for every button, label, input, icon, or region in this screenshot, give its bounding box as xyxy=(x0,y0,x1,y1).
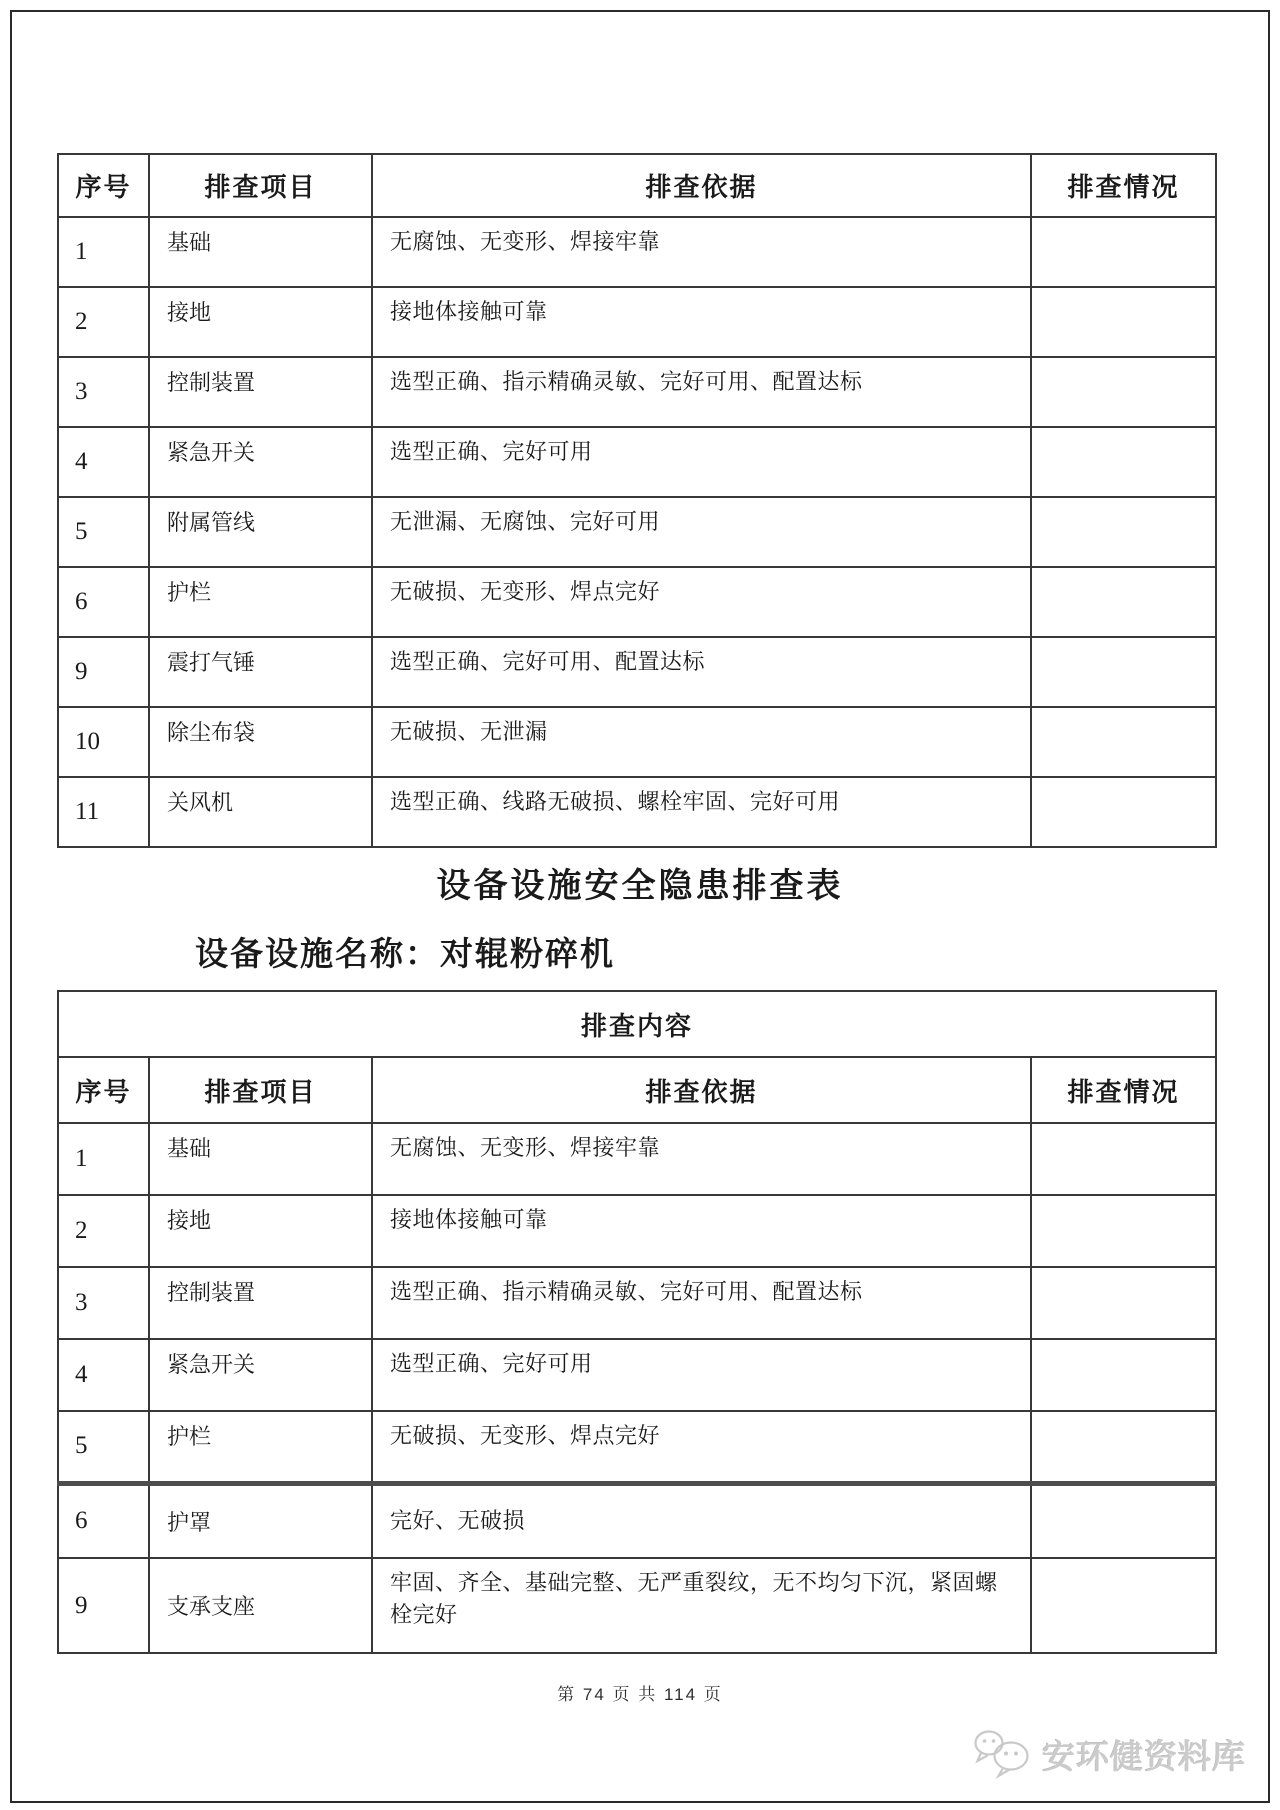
cell-basis: 无破损、无变形、焊点完好 xyxy=(372,567,1031,637)
table-row xyxy=(58,1411,1216,1483)
col-header-status: 排查情况 xyxy=(1031,1057,1216,1123)
cell-serial: 2 xyxy=(58,287,149,357)
cell-item: 接地 xyxy=(149,1195,372,1267)
cell-basis: 无破损、无泄漏 xyxy=(372,707,1031,777)
cell-item: 基础 xyxy=(149,217,372,287)
col-header-serial: 序号 xyxy=(58,1057,149,1123)
cell-basis: 选型正确、完好可用 xyxy=(372,1339,1031,1411)
table-row xyxy=(58,1483,1216,1558)
cell-item: 支承支座 xyxy=(149,1558,372,1653)
cell-status xyxy=(1031,1558,1216,1653)
cell-serial: 3 xyxy=(58,1267,149,1339)
cell-item: 护罩 xyxy=(149,1483,372,1558)
table-row xyxy=(58,1267,1216,1339)
table-row xyxy=(58,567,1216,637)
cell-item: 护栏 xyxy=(149,1411,372,1483)
cell-serial: 3 xyxy=(58,357,149,427)
cell-basis: 无腐蚀、无变形、焊接牢靠 xyxy=(372,1123,1031,1195)
col-header-item: 排查项目 xyxy=(149,1057,372,1123)
table-row xyxy=(58,1195,1216,1267)
cell-basis: 完好、无破损 xyxy=(372,1483,1031,1558)
cell-status xyxy=(1031,1195,1216,1267)
table-row xyxy=(58,357,1216,427)
cell-serial: 9 xyxy=(58,1558,149,1653)
table2-content-header-row xyxy=(58,991,1216,1057)
cell-item: 关风机 xyxy=(149,777,372,847)
cell-serial: 1 xyxy=(58,1123,149,1195)
cell-serial: 4 xyxy=(58,1339,149,1411)
cell-status xyxy=(1031,497,1216,567)
table-row xyxy=(58,427,1216,497)
cell-status xyxy=(1031,1267,1216,1339)
cell-item: 附属管线 xyxy=(149,497,372,567)
cell-item: 紧急开关 xyxy=(149,1339,372,1411)
cell-status xyxy=(1031,567,1216,637)
cell-basis: 无腐蚀、无变形、焊接牢靠 xyxy=(372,217,1031,287)
cell-status xyxy=(1031,1339,1216,1411)
cell-basis: 无泄漏、无腐蚀、完好可用 xyxy=(372,497,1031,567)
table-row xyxy=(58,1558,1216,1653)
cell-item: 震打气锤 xyxy=(149,637,372,707)
col-header-serial: 序号 xyxy=(58,154,149,217)
cell-serial: 9 xyxy=(58,637,149,707)
cell-serial: 6 xyxy=(58,567,149,637)
cell-basis: 选型正确、完好可用 xyxy=(372,427,1031,497)
cell-serial: 2 xyxy=(58,1195,149,1267)
cell-item: 基础 xyxy=(149,1123,372,1195)
col-header-basis: 排查依据 xyxy=(372,154,1031,217)
col-header-basis: 排查依据 xyxy=(372,1057,1031,1123)
cell-basis: 选型正确、指示精确灵敏、完好可用、配置达标 xyxy=(372,1267,1031,1339)
cell-basis: 无破损、无变形、焊点完好 xyxy=(372,1411,1031,1483)
table-row xyxy=(58,637,1216,707)
cell-basis: 选型正确、完好可用、配置达标 xyxy=(372,637,1031,707)
cell-status xyxy=(1031,1123,1216,1195)
cell-serial: 4 xyxy=(58,427,149,497)
col-header-status: 排查情况 xyxy=(1031,154,1216,217)
table-row xyxy=(58,217,1216,287)
cell-basis: 接地体接触可靠 xyxy=(372,287,1031,357)
cell-basis: 牢固、齐全、基础完整、无严重裂纹，无不均匀下沉，紧固螺栓完好 xyxy=(372,1558,1031,1653)
cell-item: 接地 xyxy=(149,287,372,357)
cell-status xyxy=(1031,637,1216,707)
cell-status xyxy=(1031,707,1216,777)
table-row xyxy=(58,287,1216,357)
cell-status xyxy=(1031,217,1216,287)
cell-status xyxy=(1031,427,1216,497)
watermark-text: 安环健资料库 xyxy=(1042,1739,1246,1776)
table1-header-row xyxy=(58,154,1216,217)
cell-status xyxy=(1031,287,1216,357)
cell-basis: 接地体接触可靠 xyxy=(372,1195,1031,1267)
cell-item: 控制装置 xyxy=(149,357,372,427)
cell-serial: 5 xyxy=(58,1411,149,1483)
table-row xyxy=(58,777,1216,847)
table-row xyxy=(58,707,1216,777)
cell-status xyxy=(1031,1411,1216,1483)
table-row xyxy=(58,497,1216,567)
cell-serial: 10 xyxy=(58,707,149,777)
table-row xyxy=(58,1123,1216,1195)
inspection-table-1 xyxy=(57,153,1217,848)
cell-serial: 5 xyxy=(58,497,149,567)
cell-serial: 1 xyxy=(58,217,149,287)
cell-status xyxy=(1031,357,1216,427)
watermark xyxy=(972,1728,1246,1780)
page-number-footer: 第 74 页 共 114 页 xyxy=(557,1685,723,1704)
cell-serial: 6 xyxy=(58,1483,149,1558)
cell-item: 紧急开关 xyxy=(149,427,372,497)
equipment-name-subtitle: 设备设施名称：对辊粉碎机 xyxy=(195,937,615,973)
cell-basis: 选型正确、指示精确灵敏、完好可用、配置达标 xyxy=(372,357,1031,427)
cell-status xyxy=(1031,1483,1216,1558)
cell-status xyxy=(1031,777,1216,847)
table2-header-row xyxy=(58,1057,1216,1123)
col-header-item: 排查项目 xyxy=(149,154,372,217)
content-header-cell: 排查内容 xyxy=(58,991,1216,1057)
cell-item: 除尘布袋 xyxy=(149,707,372,777)
cell-item: 控制装置 xyxy=(149,1267,372,1339)
page-title: 设备设施安全隐患排查表 xyxy=(436,868,844,905)
cell-basis: 选型正确、线路无破损、螺栓牢固、完好可用 xyxy=(372,777,1031,847)
inspection-table-2 xyxy=(57,990,1217,1654)
cell-item: 护栏 xyxy=(149,567,372,637)
wechat-bubbles-logo-icon xyxy=(972,1728,1032,1780)
table-row xyxy=(58,1339,1216,1411)
cell-serial: 11 xyxy=(58,777,149,847)
